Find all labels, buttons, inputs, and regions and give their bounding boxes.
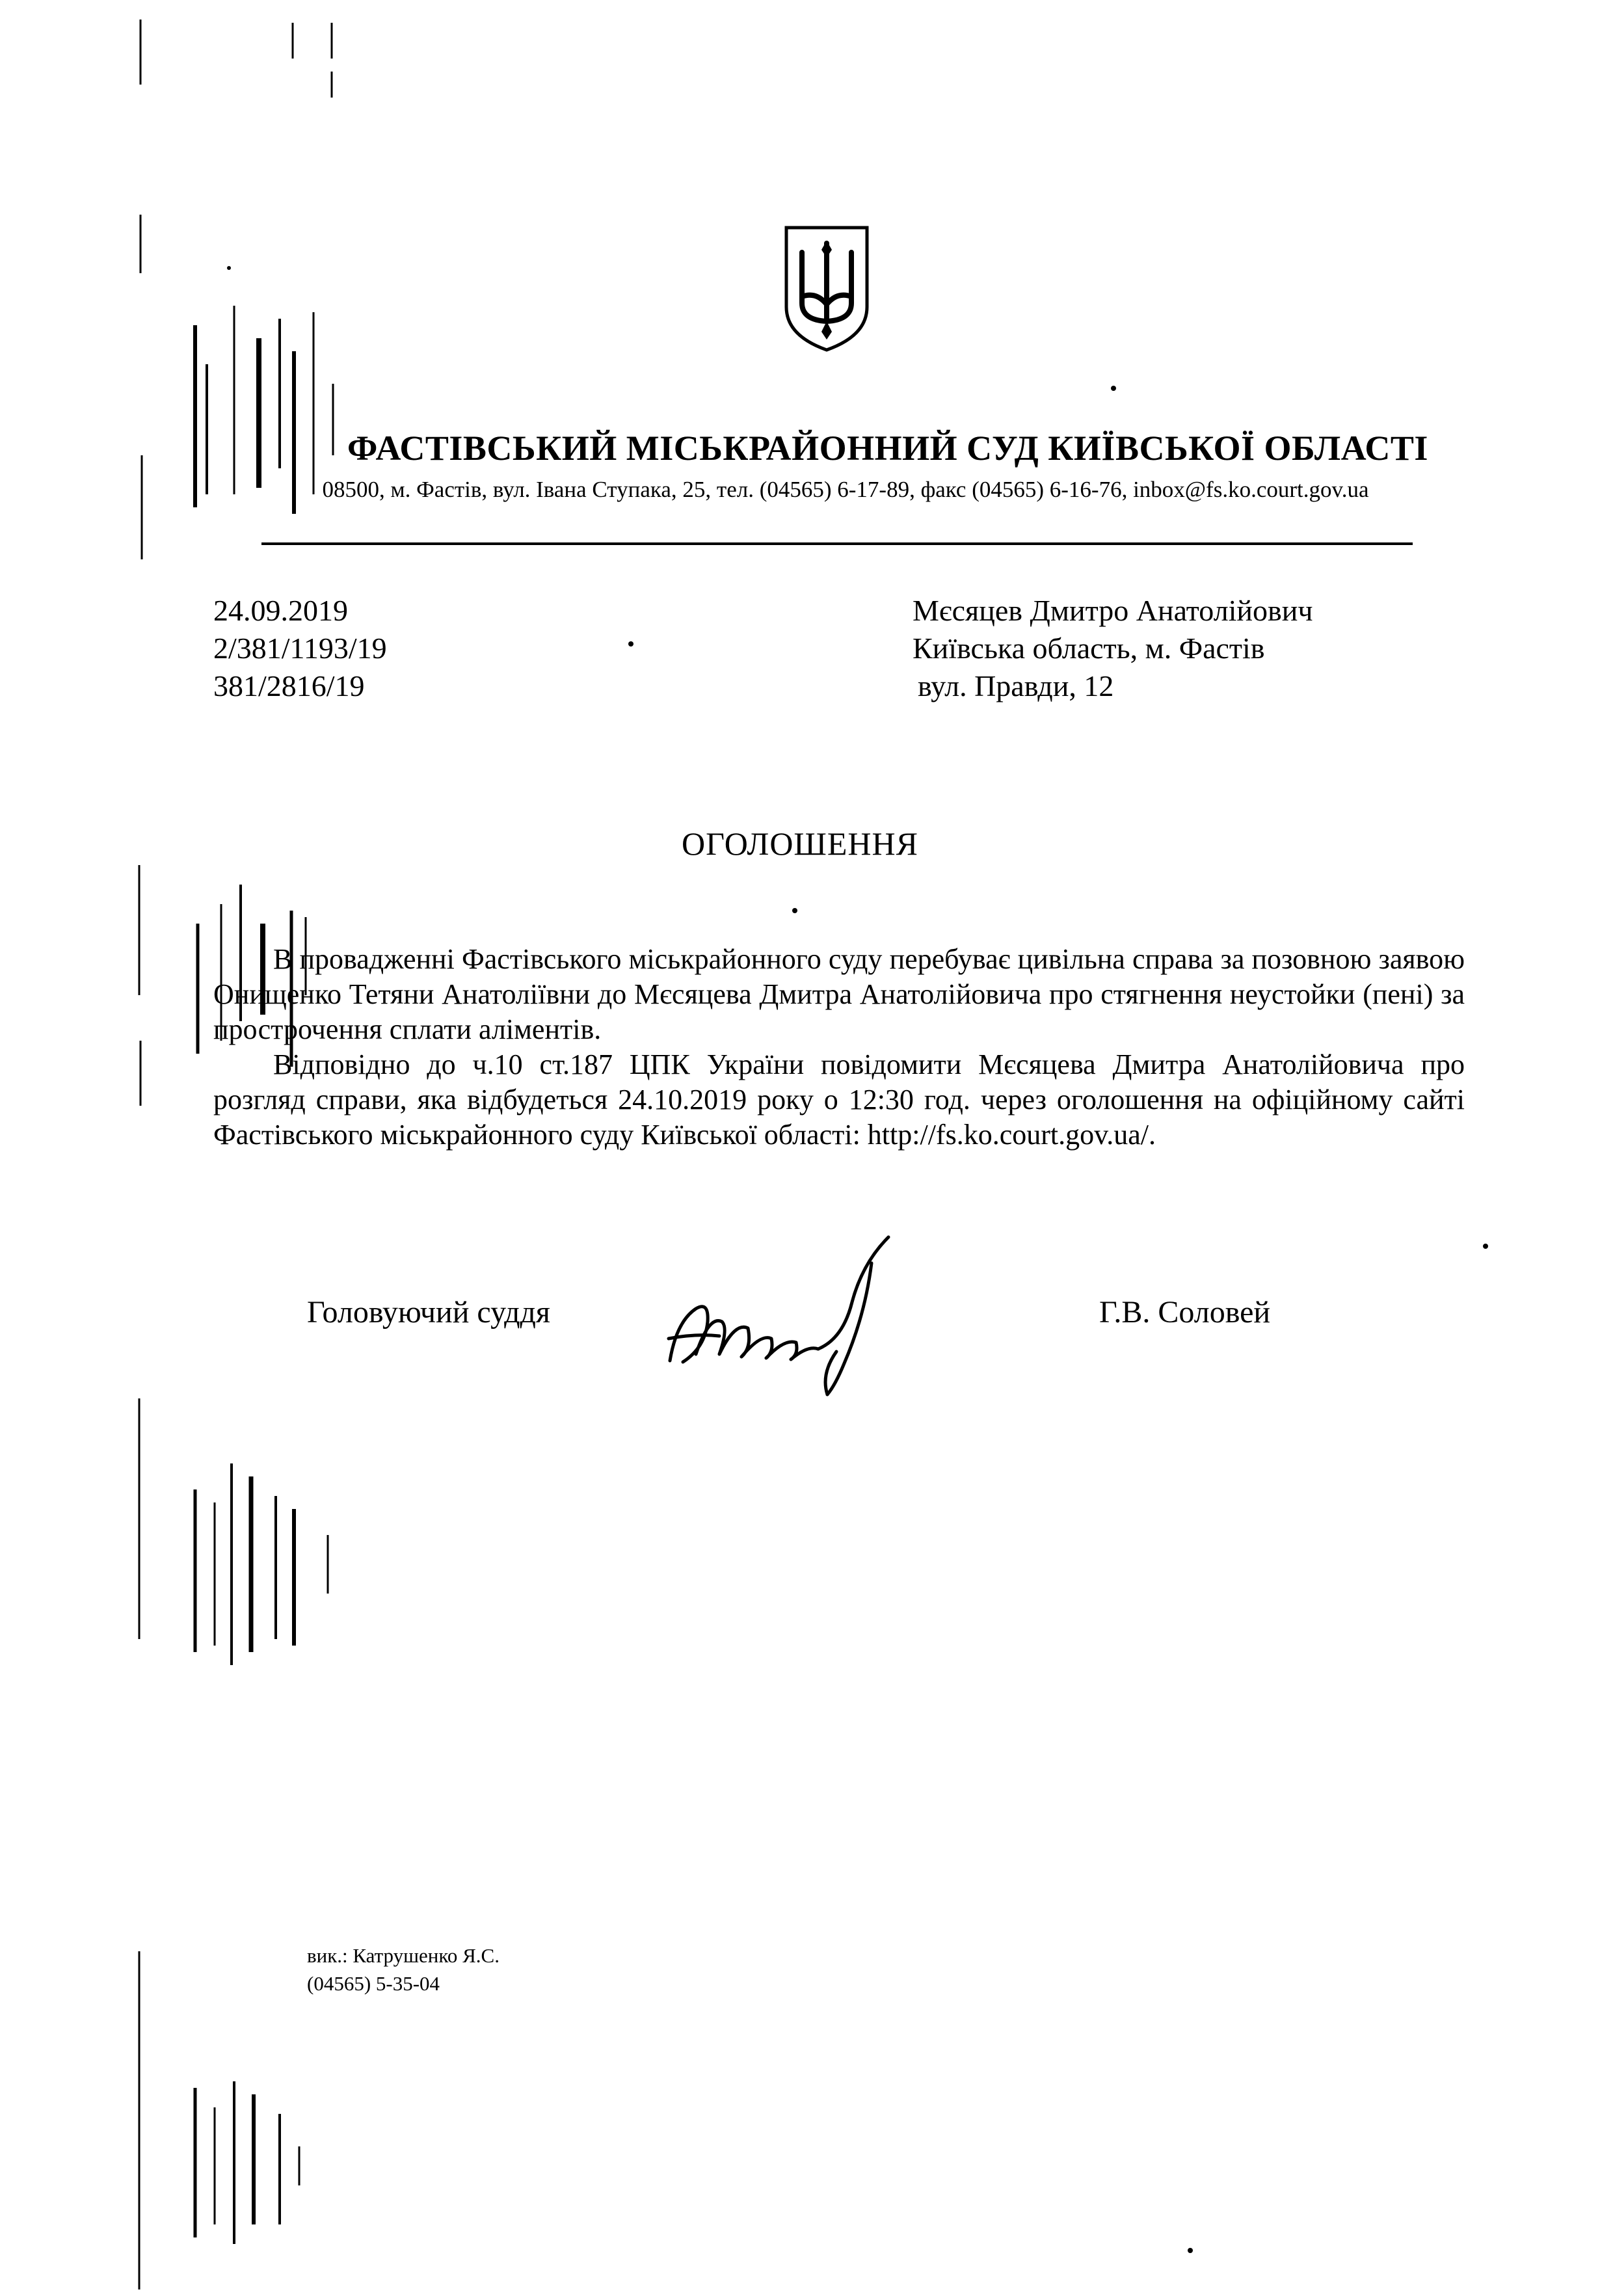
court-address: 08500, м. Фастів, вул. Івана Ступака, 25, тел. (04565) 6-17-89, факс (04565) 6-16-76, inbox@fs.ko.court.gov.ua bbox=[322, 477, 1369, 502]
executor-name: вик.: Катрушенко Я.С. bbox=[307, 1944, 500, 1967]
case-reference-1: 2/381/1193/19 bbox=[213, 632, 387, 665]
court-name: ФАСТІВСЬКИЙ МІСЬКРАЙОННИЙ СУД КИЇВСЬКОЇ ОБЛАСТІ bbox=[347, 429, 1428, 468]
judge-name: Г.В. Соловей bbox=[1099, 1295, 1271, 1329]
judge-role: Головуючий суддя bbox=[307, 1295, 550, 1329]
notice-paragraph-1: В провадженні Фастівського міськрайонного суду перебуває цивільна справа за позовною заявою Онищенко Тетяни Анатоліївни до Мєсяцева Дмитра Анатолійовича про стягнення неустойки (пені) за прострочення сплати аліментів. bbox=[213, 943, 1465, 1045]
trident-coat-of-arms-icon bbox=[782, 224, 871, 354]
executor-phone: (04565) 5-35-04 bbox=[307, 1972, 440, 1995]
executor-block bbox=[307, 1942, 500, 1997]
notice-title: ОГОЛОШЕННЯ bbox=[682, 825, 918, 862]
notice-body bbox=[213, 942, 1465, 1153]
case-reference-2: 381/2816/19 bbox=[213, 669, 365, 702]
document-date: 24.09.2019 bbox=[213, 594, 348, 627]
document-meta bbox=[213, 592, 387, 705]
recipient-street: вул. Правди, 12 bbox=[918, 669, 1114, 702]
notice-paragraph-2: Відповідно до ч.10 ст.187 ЦПК України повідомити Мєсяцева Дмитра Анатолійовича про розгляд справи, яка відбудеться 24.10.2019 року о 12:30 год. через оголошення на офіційному сайті Фастівського міськрайонного суду Київської області: http://fs.ko.court.gov.ua/. bbox=[213, 1048, 1465, 1151]
recipient-name: Мєсяцев Дмитро Анатолійович bbox=[913, 594, 1313, 627]
handwritten-signature-icon bbox=[657, 1224, 911, 1406]
recipient-region: Київська область, м. Фастів bbox=[913, 632, 1265, 665]
signature-row bbox=[0, 1283, 1600, 1380]
header-divider bbox=[261, 542, 1413, 545]
recipient-block bbox=[913, 592, 1313, 705]
